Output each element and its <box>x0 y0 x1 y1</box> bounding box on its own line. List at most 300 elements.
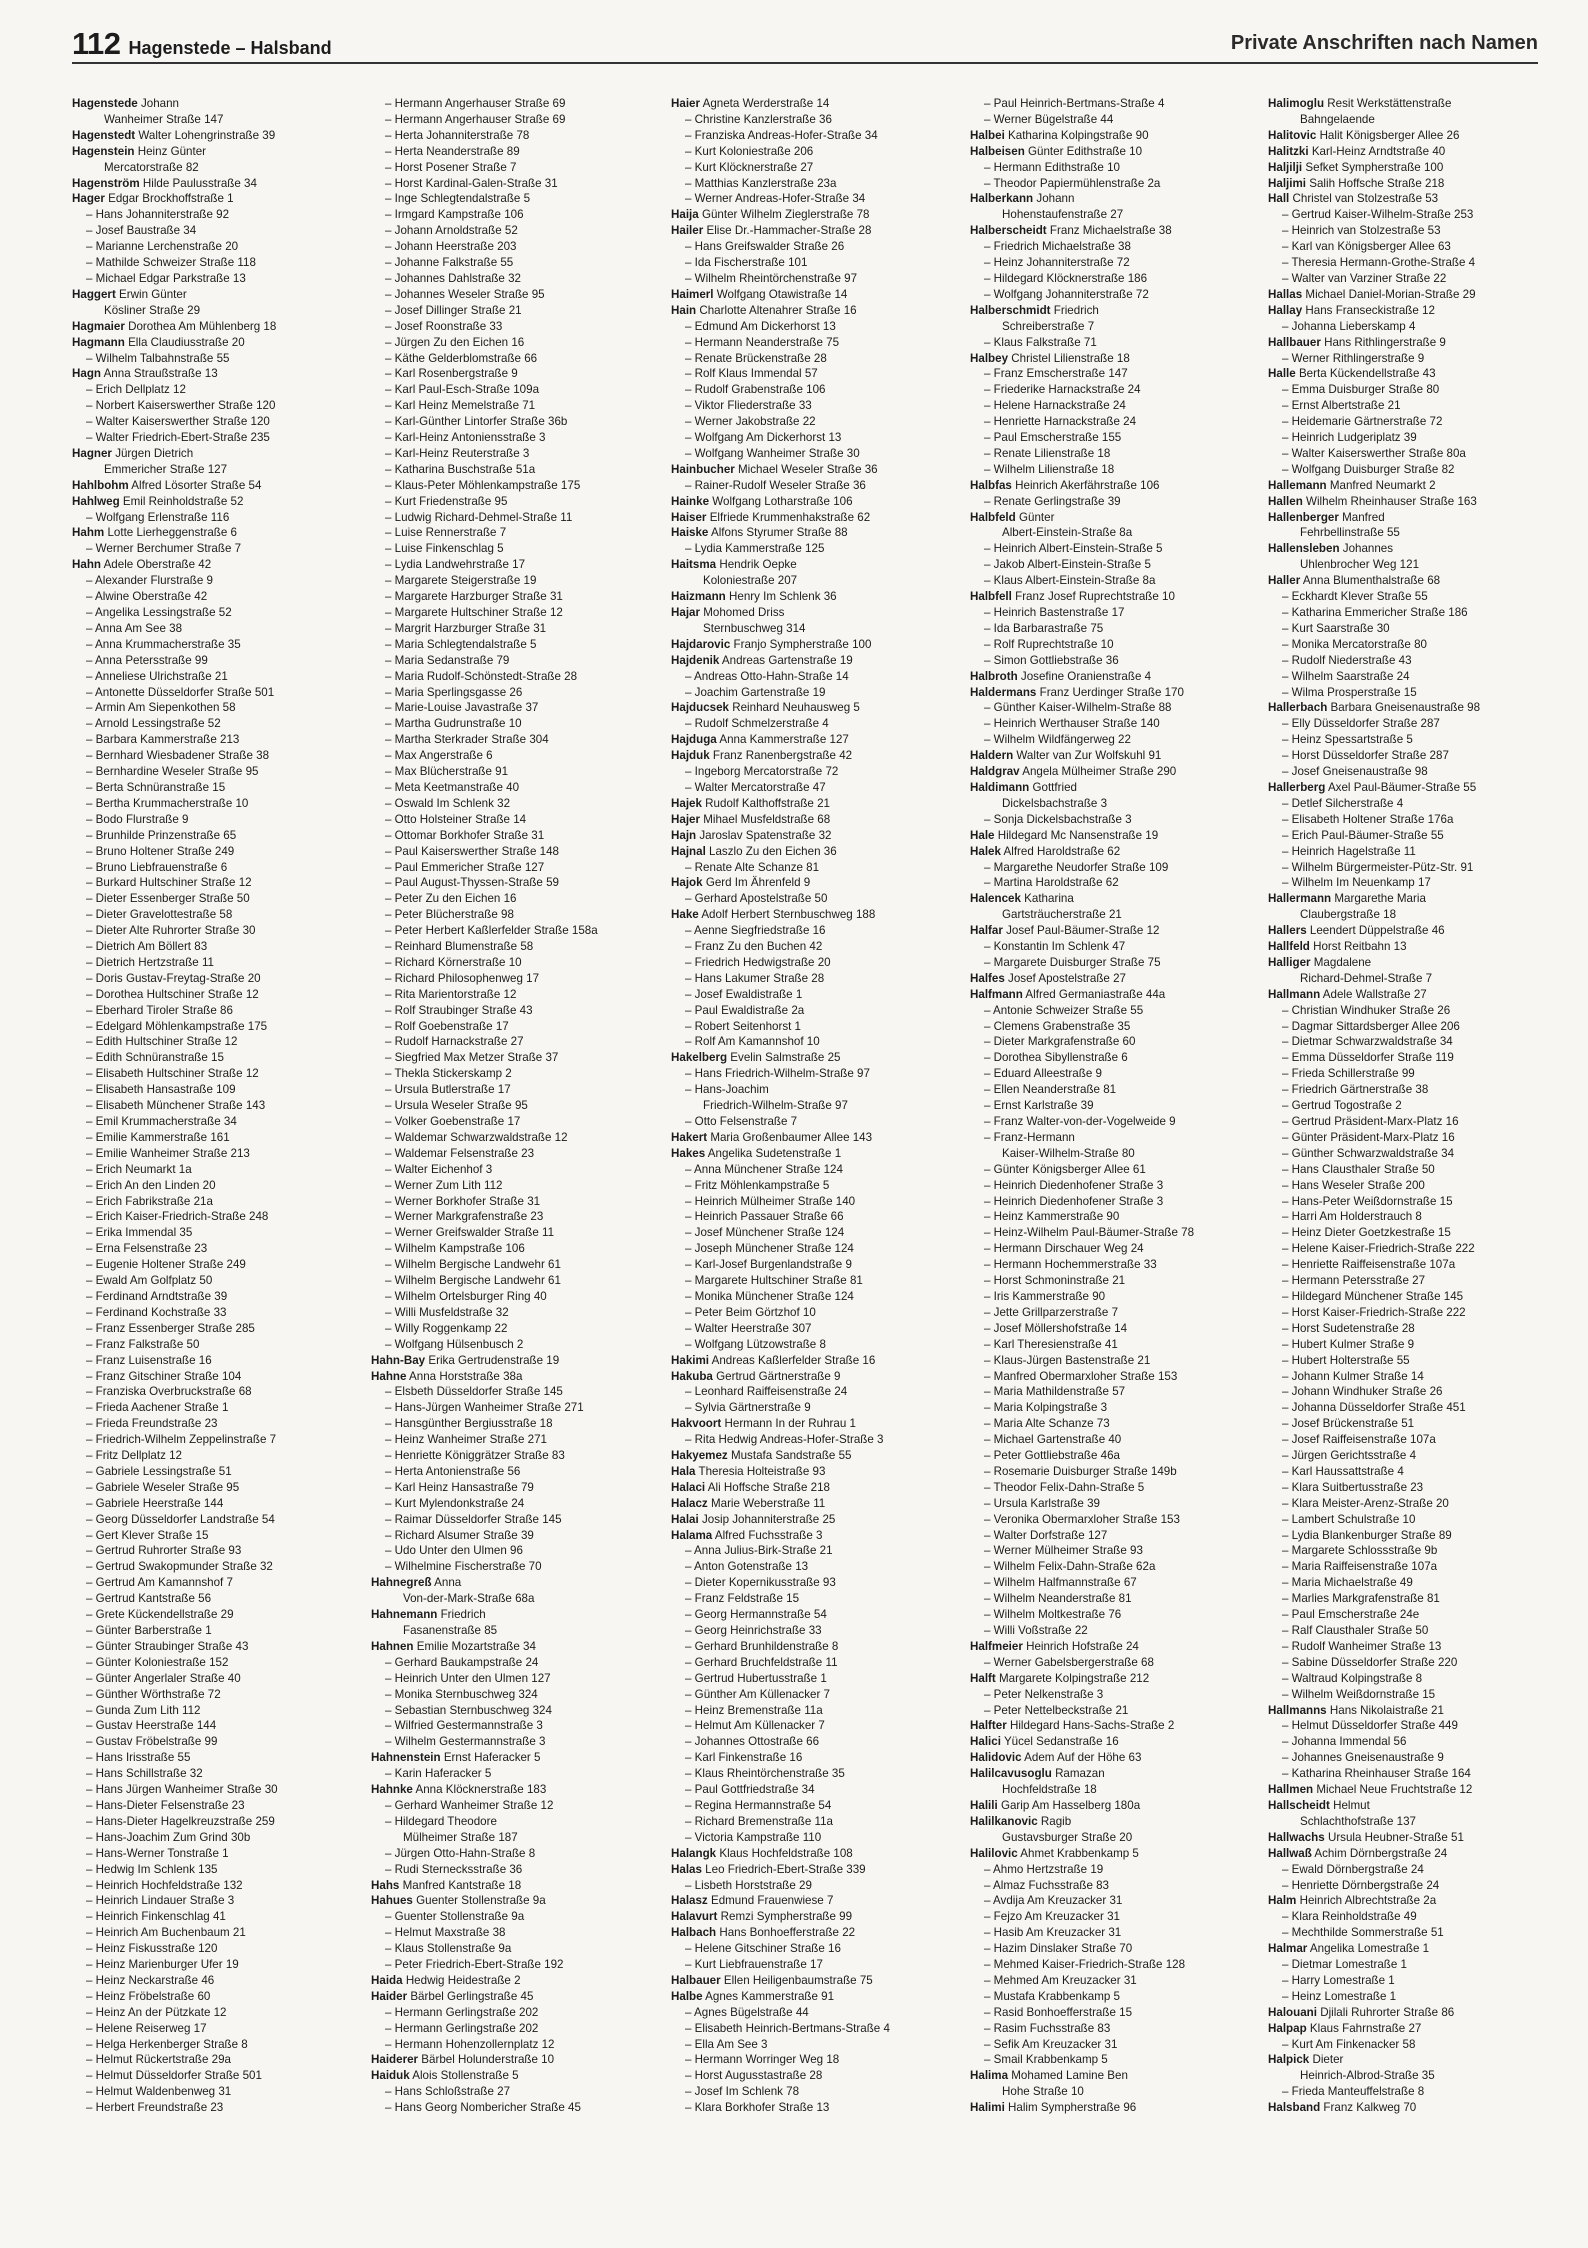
entry-text: Walter Eichenhof 3 <box>394 1162 493 1176</box>
sub-entry <box>970 1194 1270 1210</box>
entry-text: Josef Raiffeisenstraße 107a <box>1291 1433 1436 1447</box>
surname-entry <box>970 669 1270 685</box>
sub-entry <box>970 1607 1270 1623</box>
sub-entry <box>970 939 1270 955</box>
sub-entry <box>1268 1655 1568 1671</box>
surname-entry <box>970 1734 1270 1750</box>
surname-entry <box>671 732 971 748</box>
entry-text: Friedrich-Wilhelm-Straße 97 <box>703 1099 848 1113</box>
entry-text: Willi Musfeldstraße 32 <box>394 1305 509 1319</box>
entry-text: Regina Hermannstraße 54 <box>694 1798 832 1812</box>
sub-entry <box>970 271 1270 287</box>
surname: Halouani <box>1268 2005 1317 2019</box>
sub-entry <box>671 1734 971 1750</box>
surname: Halfmeier <box>970 1639 1023 1653</box>
page-number: 112 <box>72 26 121 61</box>
sub-entry <box>72 1019 372 1035</box>
surname-entry <box>671 844 971 860</box>
sub-entry <box>671 414 971 430</box>
entry-text: Klaus Fahrnstraße 27 <box>1309 2021 1422 2035</box>
sub-entry <box>671 891 971 907</box>
surname: Hajdenik <box>671 653 720 667</box>
entry-text: Hasib Am Kreuzacker 31 <box>993 1926 1122 1940</box>
entry-text: Helmut Maxstraße 38 <box>394 1926 506 1940</box>
surname-entry <box>1268 955 1568 971</box>
entry-text: Helmut Waldenbenweg 31 <box>95 2085 232 2099</box>
entry-text: Christel Lilienstraße 18 <box>1011 351 1130 365</box>
entry-text: Klara Suitbertusstraße 23 <box>1291 1480 1424 1494</box>
entry-text: Johann Heerstraße 203 <box>394 240 517 254</box>
sub-entry <box>72 1941 372 1957</box>
entry-text: Josef Paul-Bäumer-Straße 12 <box>1006 924 1160 938</box>
entry-text: Franz Ranenbergstraße 42 <box>712 749 853 763</box>
surname: Halitzki <box>1268 144 1309 158</box>
sub-entry <box>371 1289 671 1305</box>
entry-text: Wilma Prosperstraße 15 <box>1291 685 1417 699</box>
entry-text: Kurt Am Finkenacker 58 <box>1291 2037 1416 2051</box>
entry-text: Josef Dillinger Straße 21 <box>394 303 522 317</box>
sub-entry <box>671 1178 971 1194</box>
sub-entry <box>72 1321 372 1337</box>
entry-text: Simon Gottliebstraße 36 <box>993 653 1119 667</box>
sub-entry <box>371 748 671 764</box>
surname: Hallemann <box>1268 478 1327 492</box>
surname: Halilkanovic <box>970 1814 1038 1828</box>
entry-text: Ursula Karlstraße 39 <box>993 1496 1100 1510</box>
sub-entry <box>671 939 971 955</box>
entry-text: Walter Heerstraße 307 <box>694 1321 812 1335</box>
entry-text: Norbert Kaiserswerther Straße 120 <box>95 399 276 413</box>
sub-entry <box>970 653 1270 669</box>
entry-text: Christine Kanzlerstraße 36 <box>694 112 832 126</box>
entry-text: Emilie Wanheimer Straße 213 <box>95 1146 250 1160</box>
sub-entry <box>970 573 1270 589</box>
entry-text: Emil Krummacherstraße 34 <box>95 1115 237 1128</box>
sub-entry <box>1268 462 1568 478</box>
entry-text: Emma Düsseldorfer Straße 119 <box>1291 1051 1454 1065</box>
surname: Hajek <box>671 796 702 810</box>
surname-entry <box>970 589 1270 605</box>
entry-text: Alexander Flurstraße 9 <box>95 574 213 588</box>
surname-entry <box>671 1050 971 1066</box>
sub-entry <box>1268 1512 1568 1528</box>
surname-entry <box>72 494 372 510</box>
sub-entry <box>970 176 1270 192</box>
surname-entry <box>1268 96 1568 112</box>
entry-text: Ferdinand Kochstraße 33 <box>95 1305 227 1319</box>
address-continuation <box>970 1830 1270 1846</box>
sub-entry <box>970 955 1270 971</box>
entry-text: Emma Duisburger Straße 80 <box>1291 383 1440 397</box>
entry-text: Josef Apostelstraße 27 <box>1008 971 1126 985</box>
entry-text: Franz Walter-von-der-Vogelweide 9 <box>993 1115 1176 1128</box>
entry-text: Anna Am See 38 <box>95 621 183 635</box>
entry-text: Günther Am Küllenacker 7 <box>694 1687 831 1701</box>
surname-entry <box>970 1750 1270 1766</box>
entry-text: Alfred Germaniastraße 44a <box>1025 987 1166 1001</box>
surname: Halbfas <box>970 478 1012 492</box>
entry-text: Christian Windhuker Straße 26 <box>1291 1003 1451 1017</box>
sub-entry <box>371 669 671 685</box>
entry-text: Heinz Lomestraße 1 <box>1291 1989 1397 2003</box>
sub-entry <box>72 1766 372 1782</box>
sub-entry <box>671 1607 971 1623</box>
entry-text: Hildegard Mc Nansenstraße 19 <box>997 828 1159 842</box>
entry-text: Hohenstaufenstraße 27 <box>1002 208 1124 222</box>
entry-text: Wolfgang Am Dickerhorst 13 <box>694 431 842 445</box>
sub-entry <box>72 1925 372 1941</box>
sub-entry <box>72 2068 372 2084</box>
entry-text: Karl Rosenbergstraße 9 <box>394 367 518 381</box>
surname: Hala <box>671 1464 696 1478</box>
surname-entry <box>970 685 1270 701</box>
sub-entry <box>671 1623 971 1639</box>
sub-entry <box>371 796 671 812</box>
entry-text: Richard Bremenstraße 11a <box>694 1814 833 1828</box>
surname-entry <box>671 207 971 223</box>
sub-entry <box>371 191 671 207</box>
sub-entry <box>1268 1559 1568 1575</box>
entry-text: Wilhelm Moltkestraße 76 <box>993 1608 1122 1622</box>
entry-text: Gabriele Lessingstraße 51 <box>95 1464 232 1478</box>
address-continuation <box>371 1830 671 1846</box>
entry-text: Hans-Dieter Hagelkreuzstraße 259 <box>95 1814 275 1828</box>
surname-entry <box>671 96 971 112</box>
entry-text: Edmund Am Dickerhorst 13 <box>694 319 836 333</box>
entry-text: Jürgen Zu den Eichen 16 <box>394 335 525 349</box>
entry-text: Friedrich <box>1053 303 1099 317</box>
entry-text: Richard-Dehmel-Straße 7 <box>1300 971 1433 985</box>
sub-entry <box>1268 1766 1568 1782</box>
entry-text: Richard Körnerstraße 10 <box>394 955 522 969</box>
entry-text: Günter Straubinger Straße 43 <box>95 1639 249 1653</box>
surname-entry <box>1268 335 1568 351</box>
sub-entry <box>72 685 372 701</box>
surname-entry <box>72 525 372 541</box>
entry-text: Heinz Neckarstraße 46 <box>95 1973 215 1987</box>
entry-text: Paul Emscherstraße 155 <box>993 431 1122 445</box>
entry-text: Heinrich Hofstraße 24 <box>1026 1639 1139 1653</box>
surname-entry <box>1268 987 1568 1003</box>
entry-text: Peter Friedrich-Ebert-Straße 192 <box>394 1958 564 1972</box>
surname: Hallerberg <box>1268 780 1326 794</box>
sub-entry <box>970 875 1270 891</box>
entry-text: Kurt Saarstraße 30 <box>1291 621 1390 635</box>
entry-text: Johanna Lieberskamp 4 <box>1291 319 1416 333</box>
surname-entry <box>1268 510 1568 526</box>
entry-text: Rainer-Rudolf Weseler Straße 36 <box>694 478 866 492</box>
sub-entry <box>1268 319 1568 335</box>
address-continuation <box>1268 1814 1568 1830</box>
entry-text: Henriette Königgrätzer Straße 83 <box>394 1449 565 1463</box>
entry-text: Gertrud Hubertusstraße 1 <box>694 1671 827 1685</box>
sub-entry <box>72 1512 372 1528</box>
surname: Hallas <box>1268 287 1303 301</box>
entry-text: Sefket Sympherstraße 100 <box>1305 160 1444 174</box>
entry-text: Margarethe Neudorfer Straße 109 <box>993 860 1169 874</box>
sub-entry <box>1268 2084 1568 2100</box>
entry-text: Walter Friedrich-Ebert-Straße 235 <box>95 431 270 445</box>
entry-text: Heinrich Albrechtstraße 2a <box>1299 1894 1437 1908</box>
sub-entry <box>970 1703 1270 1719</box>
entry-text: Alwine Oberstraße 42 <box>95 590 208 604</box>
entry-text: Rolf Klaus Immendal 57 <box>694 367 818 381</box>
entry-text: Theodor Papiermühlenstraße 2a <box>993 176 1161 190</box>
entry-text: Hedwig Heidestraße 2 <box>405 1973 521 1987</box>
entry-text: Lydia Kammerstraße 125 <box>694 542 825 556</box>
surname-entry <box>970 748 1270 764</box>
surname-entry <box>970 764 1270 780</box>
sub-entry <box>72 1448 372 1464</box>
entry-text: Franz Zu den Buchen 42 <box>694 940 823 954</box>
entry-text: Hans-Werner Tonstraße 1 <box>95 1846 229 1860</box>
entry-text: Johann Arnoldstraße 52 <box>394 224 518 238</box>
sub-entry <box>72 1273 372 1289</box>
sub-entry <box>72 414 372 430</box>
entry-text: Agnes Bügelstraße 44 <box>694 2005 809 2019</box>
sub-entry <box>371 2100 671 2116</box>
entry-text: Günter Wilhelm Zieglerstraße 78 <box>701 208 870 222</box>
entry-text: Remzi Sympherstraße 99 <box>720 1910 853 1924</box>
sub-entry <box>371 112 671 128</box>
address-continuation <box>671 621 971 637</box>
surname: Halberscheidt <box>970 224 1047 238</box>
entry-text: Ewald Am Golfplatz 50 <box>95 1274 213 1288</box>
entry-text: Heinz Günter <box>137 144 207 158</box>
sub-entry <box>72 1639 372 1655</box>
sub-entry <box>671 1830 971 1846</box>
sub-entry <box>72 1559 372 1575</box>
entry-text: Hermann Worringer Weg 18 <box>694 2053 840 2067</box>
surname-entry <box>671 462 971 478</box>
entry-text: Josefine Oranienstraße 4 <box>1020 669 1152 683</box>
sub-entry <box>371 96 671 112</box>
sub-entry <box>671 1019 971 1035</box>
entry-text: Helene Reiserweg 17 <box>95 2021 207 2035</box>
sub-entry <box>72 764 372 780</box>
surname: Hajok <box>671 876 703 890</box>
entry-text: Luise Finkenschlag 5 <box>394 542 504 556</box>
sub-entry <box>970 605 1270 621</box>
surname-entry <box>371 1639 671 1655</box>
sub-entry <box>371 621 671 637</box>
entry-text: Richard Philosophenweg 17 <box>394 971 540 985</box>
sub-entry <box>72 987 372 1003</box>
surname: Haimerl <box>671 287 714 301</box>
surname: Hajduga <box>671 733 717 747</box>
sub-entry <box>1268 1718 1568 1734</box>
entry-text: Joachim Gartenstraße 19 <box>694 685 826 699</box>
surname: Hallbauer <box>1268 335 1321 349</box>
entry-text: Clemens Grabenstraße 35 <box>993 1019 1131 1033</box>
sub-entry <box>1268 1957 1568 1973</box>
surname-entry <box>72 144 372 160</box>
sub-entry <box>970 1862 1270 1878</box>
entry-text: Max Angerstraße 6 <box>394 749 493 763</box>
entry-text: Wolfgang Duisburger Straße 82 <box>1291 462 1455 476</box>
entry-text: Marianne Lerchenstraße 20 <box>95 240 239 254</box>
entry-text: Werner Bügelstraße 44 <box>993 112 1114 126</box>
entry-text: Josef Baustraße 34 <box>95 224 197 238</box>
entry-text: Heinrich Am Buchenbaum 21 <box>95 1926 246 1940</box>
sub-entry <box>970 1066 1270 1082</box>
entry-text: Ursula Heubner-Straße 51 <box>1327 1830 1464 1844</box>
surname-entry <box>671 1862 971 1878</box>
sub-entry <box>72 1289 372 1305</box>
entry-text: Wolfgang Lotharstraße 106 <box>712 494 853 508</box>
sub-entry <box>671 1432 971 1448</box>
sub-entry <box>970 1050 1270 1066</box>
entry-text: Wolfgang Lützowstraße 8 <box>694 1337 826 1351</box>
entry-text: Werner Jakobstraße 22 <box>694 415 816 429</box>
entry-text: Erich Dellplatz 12 <box>95 383 186 397</box>
sub-entry <box>671 1305 971 1321</box>
sub-entry <box>970 1130 1270 1146</box>
sub-entry <box>72 1878 372 1894</box>
sub-entry <box>72 2100 372 2116</box>
surname-entry <box>671 700 971 716</box>
entry-text: Hans Jürgen Wanheimer Straße 30 <box>95 1783 278 1797</box>
entry-text: Gerhard Apostelstraße 50 <box>694 892 828 906</box>
sub-entry <box>72 223 372 239</box>
surname-entry <box>1268 160 1568 176</box>
column-2 <box>371 96 671 2116</box>
sub-entry <box>72 382 372 398</box>
surname-entry <box>671 1369 971 1385</box>
entry-text: Franjo Sympherstraße 100 <box>733 637 872 651</box>
entry-text: Johann <box>140 97 179 110</box>
sub-entry <box>1268 669 1568 685</box>
entry-text: Heinrich Hochfeldstraße 132 <box>95 1878 243 1892</box>
sub-entry <box>371 2005 671 2021</box>
entry-text: Hildegard Hans-Sachs-Straße 2 <box>1009 1719 1175 1733</box>
sub-entry <box>72 1623 372 1639</box>
sub-entry <box>72 637 372 653</box>
entry-text: Manfred Kantstraße 18 <box>402 1878 522 1892</box>
sub-entry <box>371 223 671 239</box>
sub-entry <box>970 255 1270 271</box>
sub-entry <box>371 1130 671 1146</box>
entry-text: Gertrud Am Kamannshof 7 <box>95 1576 233 1590</box>
sub-entry <box>371 557 671 573</box>
surname-entry <box>371 2068 671 2084</box>
sub-entry <box>371 351 671 367</box>
sub-entry <box>1268 1019 1568 1035</box>
entry-text: Franz Gitschiner Straße 104 <box>95 1369 242 1383</box>
entry-text: Dorothea Sibyllenstraße 6 <box>993 1051 1128 1065</box>
surname: Hahm <box>72 526 105 540</box>
sub-entry <box>1268 1194 1568 1210</box>
sub-entry <box>371 1003 671 1019</box>
surname-entry <box>970 1814 1270 1830</box>
address-continuation <box>1268 525 1568 541</box>
sub-entry <box>1268 446 1568 462</box>
sub-entry <box>671 430 971 446</box>
surname: Halsband <box>1268 2101 1321 2115</box>
sub-entry <box>970 1575 1270 1591</box>
sub-entry <box>671 144 971 160</box>
sub-entry <box>671 971 971 987</box>
entry-text: Franz Emscherstraße 147 <box>993 367 1128 381</box>
sub-entry <box>970 1353 1270 1369</box>
entry-text: Charlotte Altenahrer Straße 16 <box>699 303 857 317</box>
surname-entry <box>1268 939 1568 955</box>
entry-text: Franz Kalkweg 70 <box>1323 2101 1417 2115</box>
surname: Halitovic <box>1268 128 1317 142</box>
entry-text: Georg Hermannstraße 54 <box>694 1608 827 1622</box>
entry-text: Eckhardt Klever Straße 55 <box>1291 590 1428 604</box>
entry-text: Wilhelm Felix-Dahn-Straße 62a <box>993 1560 1156 1574</box>
sub-entry <box>371 1178 671 1194</box>
sub-entry <box>671 1194 971 1210</box>
sub-entry <box>72 255 372 271</box>
sub-entry <box>72 1098 372 1114</box>
entry-text: Gabriele Weseler Straße 95 <box>95 1480 240 1494</box>
sub-entry <box>970 1225 1270 1241</box>
entry-text: Hans Nikolaistraße 21 <box>1329 1703 1444 1717</box>
entry-text: Dietrich Am Böllert 83 <box>95 940 208 954</box>
sub-entry <box>371 923 671 939</box>
sub-entry <box>371 1146 671 1162</box>
entry-text: Heinrich Passauer Straße 66 <box>694 1210 844 1224</box>
sub-entry <box>72 1528 372 1544</box>
sub-entry <box>1268 621 1568 637</box>
entry-text: Eduard Alleestraße 9 <box>993 1067 1102 1081</box>
entry-text: Robert Seitenhorst 1 <box>694 1019 802 1033</box>
entry-text: Josef Roonstraße 33 <box>394 319 503 333</box>
entry-text: Friedrich Michaelstraße 38 <box>993 240 1131 254</box>
entry-text: Wolfgang Erlenstraße 116 <box>95 510 230 524</box>
entry-text: Fasanenstraße 85 <box>403 1624 498 1637</box>
sub-entry <box>371 987 671 1003</box>
entry-text: Salih Hoffsche Straße 218 <box>1309 176 1445 190</box>
sub-entry <box>72 1496 372 1512</box>
surname-entry <box>671 1909 971 1925</box>
entry-text: Karl-Heinz Reuterstraße 3 <box>394 446 530 460</box>
entry-text: Heinrich Ludgeriplatz 39 <box>1291 431 1417 445</box>
sub-entry <box>1268 255 1568 271</box>
entry-text: Werner Borkhofer Straße 31 <box>394 1194 541 1208</box>
entry-text: Michael Weseler Straße 36 <box>738 462 878 476</box>
sub-entry <box>970 1480 1270 1496</box>
surname-entry <box>1268 541 1568 557</box>
sub-entry <box>671 1066 971 1082</box>
entry-text: Horst Sudetenstraße 28 <box>1291 1321 1415 1335</box>
entry-text: Karl van Königsberger Allee 63 <box>1291 240 1451 254</box>
surname-entry <box>72 176 372 192</box>
entry-text: Hans Bonhoefferstraße 22 <box>719 1926 856 1940</box>
entry-text: Renate Lilienstraße 18 <box>993 446 1111 460</box>
entry-text: Konstantin Im Schlenk 47 <box>993 940 1126 954</box>
sub-entry <box>371 653 671 669</box>
sub-entry <box>1268 239 1568 255</box>
sub-entry <box>970 637 1270 653</box>
surname-entry <box>72 319 372 335</box>
surname-entry <box>72 191 372 207</box>
entry-text: Karl-Josef Burgenlandstraße 9 <box>694 1258 852 1272</box>
surname-entry <box>671 1496 971 1512</box>
sub-entry <box>970 1957 1270 1973</box>
entry-text: Laszlo Zu den Eichen 36 <box>709 844 837 858</box>
entry-text: Axel Paul-Bäumer-Straße 55 <box>1327 780 1477 794</box>
entry-text: Alfons Styrumer Straße 88 <box>710 526 848 540</box>
entry-text: Karl Finkenstraße 16 <box>694 1751 803 1765</box>
entry-text: Anna Klöcknerstraße 183 <box>415 1783 547 1797</box>
surname: Haiske <box>671 526 709 540</box>
entry-text: Edmund Frauenwiese 7 <box>710 1894 834 1908</box>
entry-text: Klaus-Peter Möhlenkampstraße 175 <box>394 478 581 492</box>
sub-entry <box>371 780 671 796</box>
